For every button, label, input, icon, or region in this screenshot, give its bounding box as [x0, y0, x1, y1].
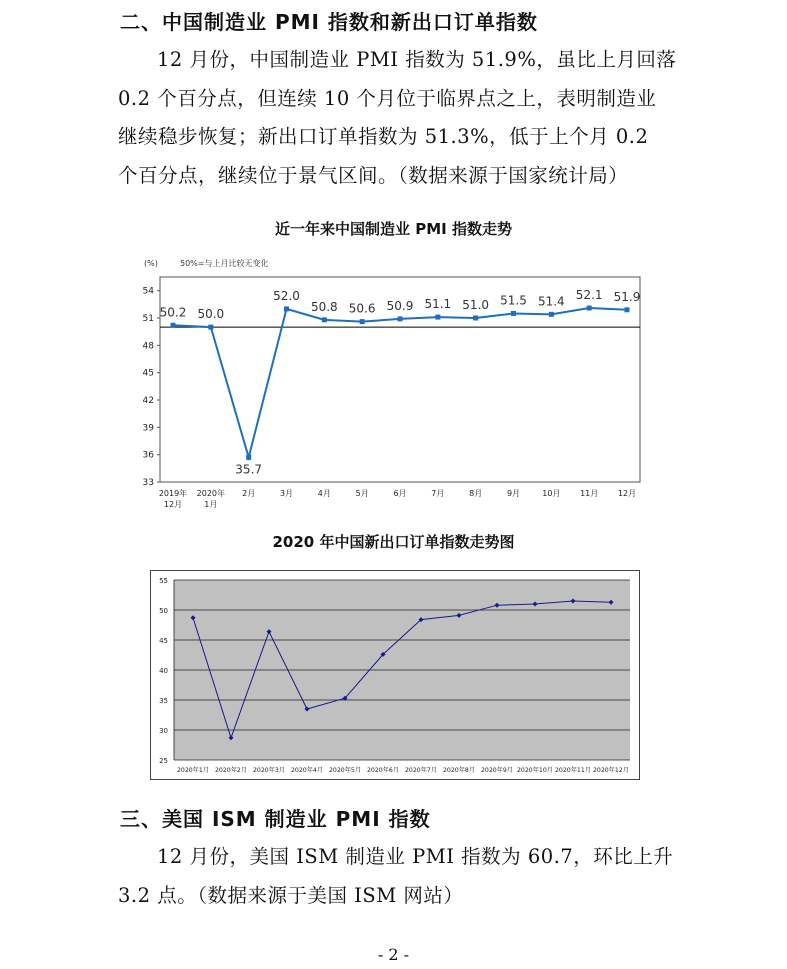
x-tick-label: 2020年7月 [404, 767, 438, 774]
x-tick-label: 12月 [163, 500, 183, 509]
x-tick-label: 7月 [431, 489, 445, 498]
data-point [398, 316, 403, 321]
page-number: - 2 - [377, 945, 410, 964]
data-label: 51.4 [537, 294, 565, 309]
x-tick-label: 2020年12月 [593, 767, 629, 774]
paragraph-line: 0.2 个百分点，但连续 10 个月位于临界点之上，表明制造业 [118, 86, 657, 110]
data-point [246, 455, 251, 460]
paragraph-line: 3.2 点。（数据来源于美国 ISM 网站） [118, 883, 464, 907]
y-tick-label: 54 [142, 286, 154, 297]
y-tick-label: 39 [142, 423, 154, 434]
y-tick-label: 50 [159, 607, 168, 615]
x-tick-label: 2020年10月 [517, 767, 553, 774]
data-point [625, 307, 630, 312]
paragraph-line: 12 月份，美国 ISM 制造业 PMI 指数为 60.7，环比上升 [157, 845, 674, 868]
y-tick-label: 36 [142, 450, 154, 461]
data-label: 52.0 [273, 288, 300, 303]
section-3-paragraph [118, 838, 674, 915]
x-tick-label: 3月 [279, 489, 294, 498]
pmi-line-chart [130, 250, 650, 520]
x-tick-label: 2020年1月 [176, 767, 210, 774]
paragraph-line: 继续稳步恢复；新出口订单指数为 51.3%，低于上个月 0.2 [118, 125, 649, 148]
data-point [171, 323, 176, 328]
data-point [473, 316, 478, 321]
x-tick-label: 2020年3月 [252, 767, 286, 774]
data-point [549, 312, 554, 317]
x-tick-label: 2020年 [196, 489, 226, 498]
data-label: 35.7 [235, 462, 263, 477]
y-tick-label: 25 [159, 757, 168, 765]
x-tick-label: 2020年6月 [366, 767, 400, 774]
x-tick-label: 10月 [542, 489, 561, 498]
y-tick-label: 33 [142, 478, 154, 488]
x-tick-label: 1月 [204, 500, 218, 509]
data-label: 50.2 [159, 305, 187, 320]
export-chart-title: 2020 年中国新出口订单指数走势图 [272, 533, 515, 551]
data-label: 51.1 [424, 297, 452, 312]
data-point [284, 306, 289, 311]
y-tick-label: 51 [142, 314, 154, 324]
y-tick-label: 48 [142, 341, 154, 352]
data-point [360, 319, 365, 324]
data-point [435, 315, 440, 320]
x-tick-label: 11月 [580, 489, 599, 498]
x-tick-label: 2020年8月 [442, 767, 476, 774]
pmi-chart-title: 近一年来中国制造业 PMI 指数走势 [275, 220, 512, 238]
section-2-paragraph [118, 41, 677, 195]
x-tick-label: 2019年 [158, 489, 188, 498]
data-label: 51.9 [613, 289, 641, 304]
paragraph-line: 12 月份，中国制造业 PMI 指数为 51.9%，虽比上月回落 [157, 48, 677, 71]
y-tick-label: 30 [159, 727, 168, 735]
export-orders-line-chart [150, 570, 640, 780]
x-tick-label: 12月 [617, 489, 637, 498]
y-tick-label: 55 [159, 577, 168, 585]
x-tick-label: 6月 [393, 489, 407, 498]
x-tick-label: 9月 [506, 489, 521, 498]
y-tick-label: 45 [142, 368, 154, 379]
data-label: 50.9 [386, 298, 414, 313]
data-point [511, 311, 516, 316]
x-tick-label: 2020年9月 [480, 767, 514, 774]
section-3-heading: 三、美国 ISM 制造业 PMI 指数 [120, 807, 431, 831]
y-tick-label: 45 [159, 637, 168, 645]
y-tick-label: 42 [142, 396, 154, 406]
data-label: 51.5 [500, 293, 527, 308]
data-label: 50.6 [348, 301, 376, 316]
y-tick-label: 40 [159, 667, 168, 675]
x-tick-label: 2020年5月 [328, 767, 362, 774]
x-tick-label: 2月 [242, 489, 256, 498]
reference-note: 50%=与上月比较无变化 [180, 259, 269, 268]
data-label: 51.0 [462, 298, 490, 312]
x-tick-label: 2020年2月 [214, 767, 248, 774]
data-label: 50.8 [310, 299, 338, 314]
section-2-heading: 二、中国制造业 PMI 指数和新出口订单指数 [120, 10, 538, 34]
data-point [322, 317, 327, 322]
data-label: 52.1 [575, 287, 603, 302]
paragraph-line: 个百分点，继续位于景气区间。（数据来源于国家统计局） [118, 163, 629, 187]
x-tick-label: 8月 [469, 489, 483, 498]
x-tick-label: 2020年4月 [290, 767, 324, 774]
data-label: 50.0 [197, 307, 225, 322]
unit-label: (%) [144, 259, 158, 268]
x-tick-label: 4月 [317, 489, 331, 498]
x-tick-label: 2020年11月 [555, 767, 591, 774]
data-point [208, 325, 213, 330]
data-point [587, 305, 592, 310]
x-tick-label: 5月 [355, 489, 369, 498]
y-tick-label: 35 [159, 697, 168, 705]
